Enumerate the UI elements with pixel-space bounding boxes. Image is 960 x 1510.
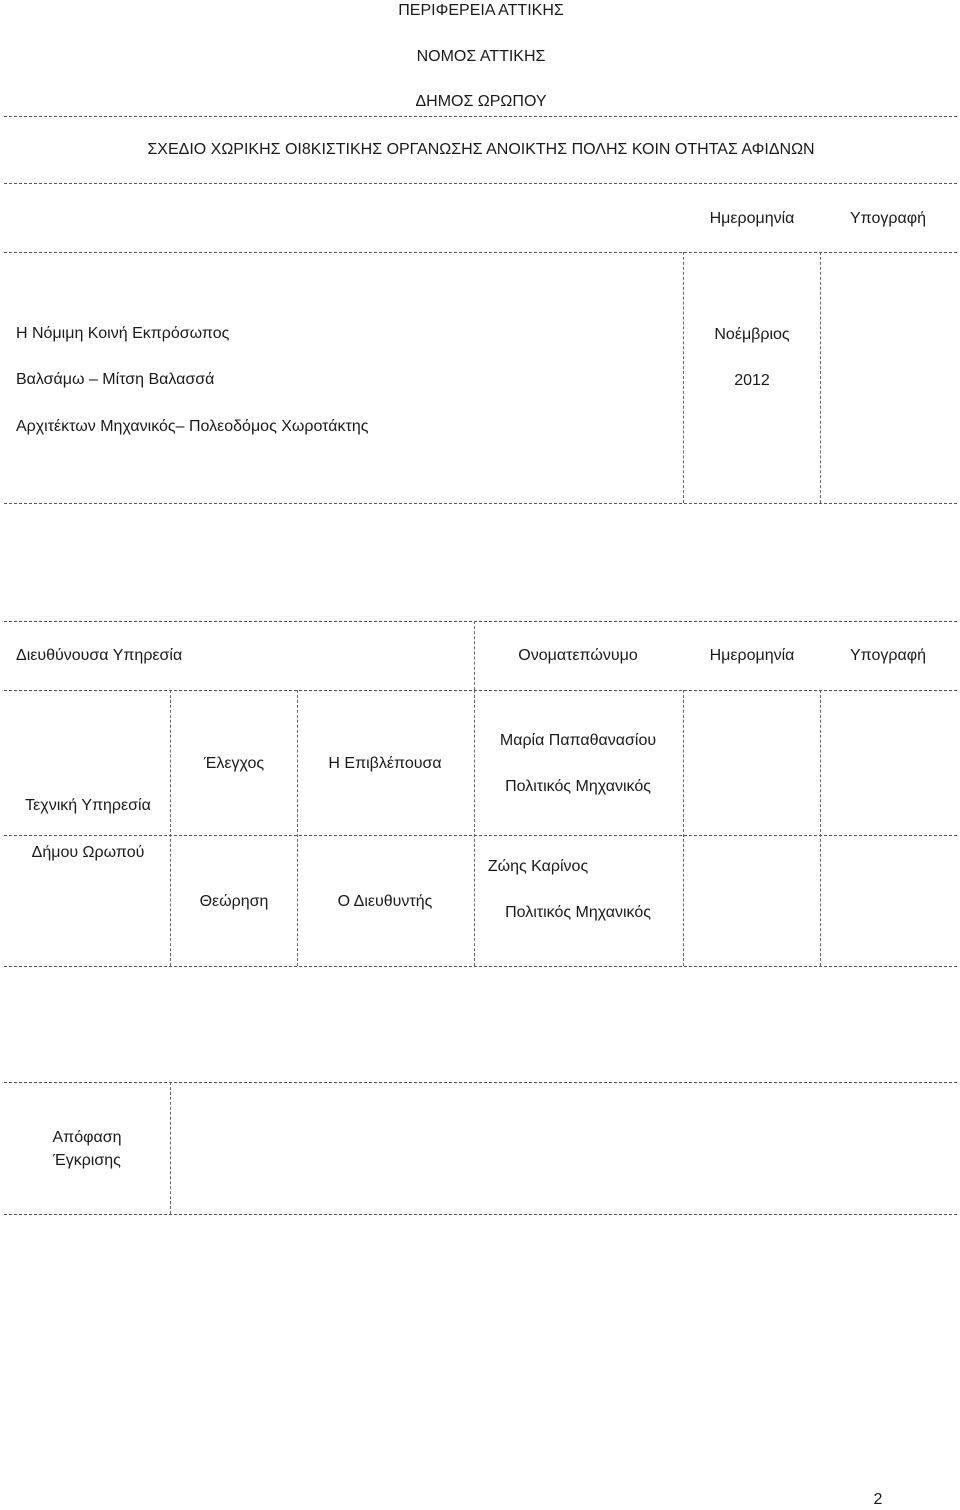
divider (4, 252, 957, 253)
control-label: Έλεγχος (203, 755, 265, 772)
service-column-header: Διευθύνουσα Υπηρεσία (16, 647, 183, 664)
divider (820, 252, 821, 503)
name-column-header: Ονοματεπώνυμο (518, 647, 638, 664)
prefecture-heading: ΝΟΜΟΣ ΑΤΤΙΚΗΣ (416, 48, 546, 65)
divider (297, 690, 298, 966)
approval-label-line2: Έγκρισης (53, 1152, 121, 1169)
divider (170, 1082, 171, 1214)
divider (4, 966, 957, 967)
date-year: 2012 (734, 372, 770, 389)
date-column-header: Ημερομηνία (709, 210, 795, 227)
document-title: ΣΧΕΔΙΟ ΧΩΡΙΚΗΣ ΟΙ8ΚΙΣΤΙΚΗΣ ΟΡΓΑΝΩΣΗΣ ΑΝΟΙΚΤΗΣ ΠΟΛΗΣ ΚΟΙΝ ΟΤΗΤΑΣ ΑΦΙΔΝΩΝ (147, 141, 815, 158)
divider (474, 690, 475, 966)
divider (683, 252, 684, 503)
divider (4, 183, 957, 184)
divider (4, 690, 957, 691)
review-label: Θεώρηση (199, 893, 269, 910)
approval-label-line1: Απόφαση (52, 1129, 122, 1146)
signature-column-header: Υπογραφή (849, 210, 927, 227)
supervisor-name: Μαρία Παπαθανασίου (499, 732, 657, 749)
divider (4, 1082, 957, 1083)
representative-role: Η Νόμιμη Κοινή Εκπρόσωπος (16, 325, 230, 342)
divider (474, 621, 475, 690)
signature-column-header: Υπογραφή (849, 647, 927, 664)
divider (4, 1214, 957, 1215)
region-heading: ΠΕΡΙΦΕΡΕΙΑ ΑΤΤΙΚΗΣ (398, 2, 564, 19)
director-name: Ζώης Καρίνος (487, 858, 589, 875)
divider (4, 621, 957, 622)
divider (4, 835, 957, 836)
representative-name: Βαλσάμω – Μίτση Βαλασσά (16, 371, 215, 388)
date-column-header: Ημερομηνία (709, 647, 795, 664)
municipality-heading: ΔΗΜΟΣ ΩΡΩΠΟΥ (415, 93, 547, 110)
representative-profession: Αρχιτέκτων Μηχανικός– Πολεοδόμος Χωροτάκτης (16, 418, 369, 435)
page-number: 2 (873, 1491, 883, 1508)
service-name-line2: Δήμου Ωρωπού (31, 844, 145, 861)
date-month: Νοέμβριος (714, 326, 790, 343)
supervisor-profession: Πολιτικός Μηχανικός (505, 778, 651, 795)
director-label: Ο Διευθυντής (337, 893, 433, 910)
divider (820, 690, 821, 966)
divider (170, 690, 171, 966)
service-name-line1: Τεχνική Υπηρεσία (25, 797, 151, 814)
divider (683, 690, 684, 966)
supervisor-label: Η Επιβλέπουσα (328, 755, 442, 772)
divider (4, 116, 957, 117)
divider (4, 503, 957, 504)
director-profession: Πολιτικός Μηχανικός (505, 904, 651, 921)
